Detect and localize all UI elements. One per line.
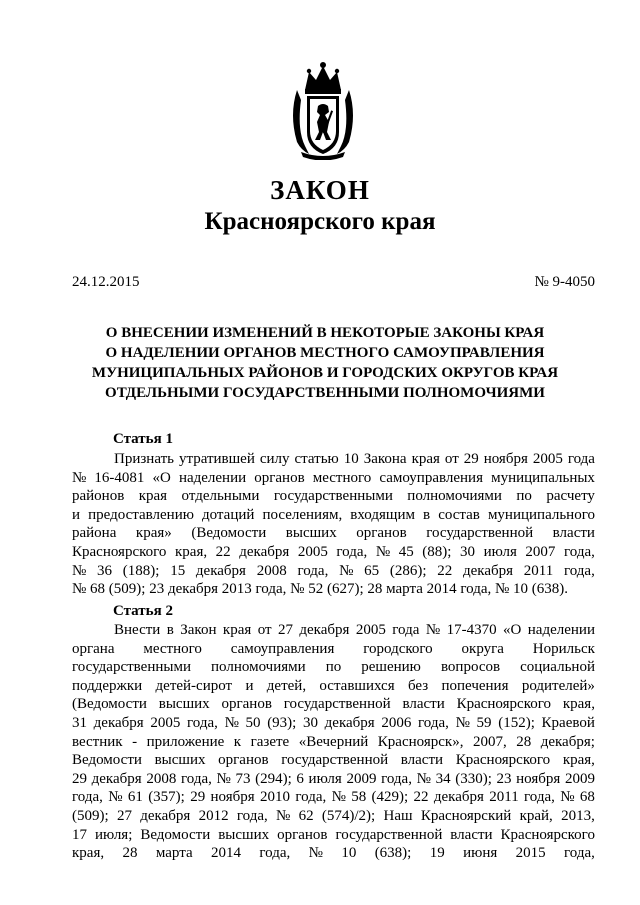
text-line: 31 декабря 2005 года, № 50 (93); 30 декабря 2006 года, № 59 (152); Краевой [72, 714, 595, 731]
text-line: районов края отдельными государственными полномочиями по расчету [72, 488, 595, 505]
text-line: № 36 (188); 15 декабря 2008 года, № 65 (286); 22 декабря 2011 года, [72, 562, 595, 579]
text-line: вестник - приложение к газете «Вечерний Красноярск», 2007, 28 декабря; [72, 733, 595, 750]
document-date: 24.12.2015 [72, 274, 140, 290]
text-line: № 16-4081 «О наделении органов местного самоуправления муниципальных [72, 469, 595, 486]
heading-line: О НАДЕЛЕНИИ ОРГАНОВ МЕСТНОГО САМОУПРАВЛЕНИЯ [105, 345, 545, 361]
text-line: (Ведомости высших органов государственной власти Красноярского края, [72, 696, 595, 713]
text-line: Ведомости высших органов государственной власти Красноярского края, [72, 752, 595, 769]
document-number: № 9-4050 [534, 274, 595, 290]
text-line: района края» (Ведомости высших органов государственной власти [72, 525, 595, 542]
article-2-body [72, 621, 595, 863]
article-2-title: Статья 2 [113, 603, 173, 619]
law-heading [60, 323, 590, 403]
text-line: (509); 27 декабря 2012 года, № 62 (574)/2); Наш Красноярский край, 2013, [72, 807, 595, 824]
document-subtitle: Красноярского края [204, 208, 436, 235]
text-line: Красноярского края, 22 декабря 2005 года, № 45 (88); 30 июля 2007 года, [72, 543, 595, 560]
article-1-body [72, 450, 595, 599]
text-line: края, 28 марта 2014 года, № 10 (638); 19 июня 2015 года, [72, 845, 595, 862]
heading-line: ОТДЕЛЬНЫМИ ГОСУДАРСТВЕННЫМИ ПОЛНОМОЧИЯМИ [105, 385, 545, 401]
text-line: года, № 61 (357); 29 ноября 2010 года, № 58 (429); 22 декабря 2011 года, № 68 [72, 789, 595, 806]
text-line: Признать утратившей силу статью 10 Закона края от 29 ноября 2005 года [114, 451, 595, 467]
document-title: ЗАКОН [270, 175, 370, 205]
text-line: 29 декабря 2008 года, № 73 (294); 6 июля 2009 года, № 34 (330); 23 ноября 2009 [72, 770, 595, 787]
article-1-title: Статья 1 [113, 431, 173, 447]
heading-line: О ВНЕСЕНИИ ИЗМЕНЕНИЙ В НЕКОТОРЫЕ ЗАКОНЫ КРАЯ [105, 325, 545, 341]
heading-line: МУНИЦИПАЛЬНЫХ РАЙОНОВ И ГОРОДСКИХ ОКРУГОВ КРАЯ [91, 365, 559, 381]
text-line: № 68 (509); 23 декабря 2013 года, № 52 (627); 28 марта 2014 года, № 10 (638). [72, 581, 569, 598]
text-line: 17 июля; Ведомости высших органов государственной власти Красноярского [72, 826, 595, 843]
coat-of-arms-icon [287, 60, 359, 160]
text-line: государственными полномочиями по решению вопросов социальной [72, 659, 595, 676]
text-line: и предоставлению дотаций поселениям, входящим в состав муниципального [72, 506, 595, 523]
text-line: Внести в Закон края от 27 декабря 2005 года № 17-4370 «О наделении [114, 622, 595, 638]
text-line: органа местного самоуправления городского округа Норильск [72, 640, 595, 657]
text-line: поддержки детей-сирот и детей, оставшихся без попечения родителей» [72, 677, 595, 694]
